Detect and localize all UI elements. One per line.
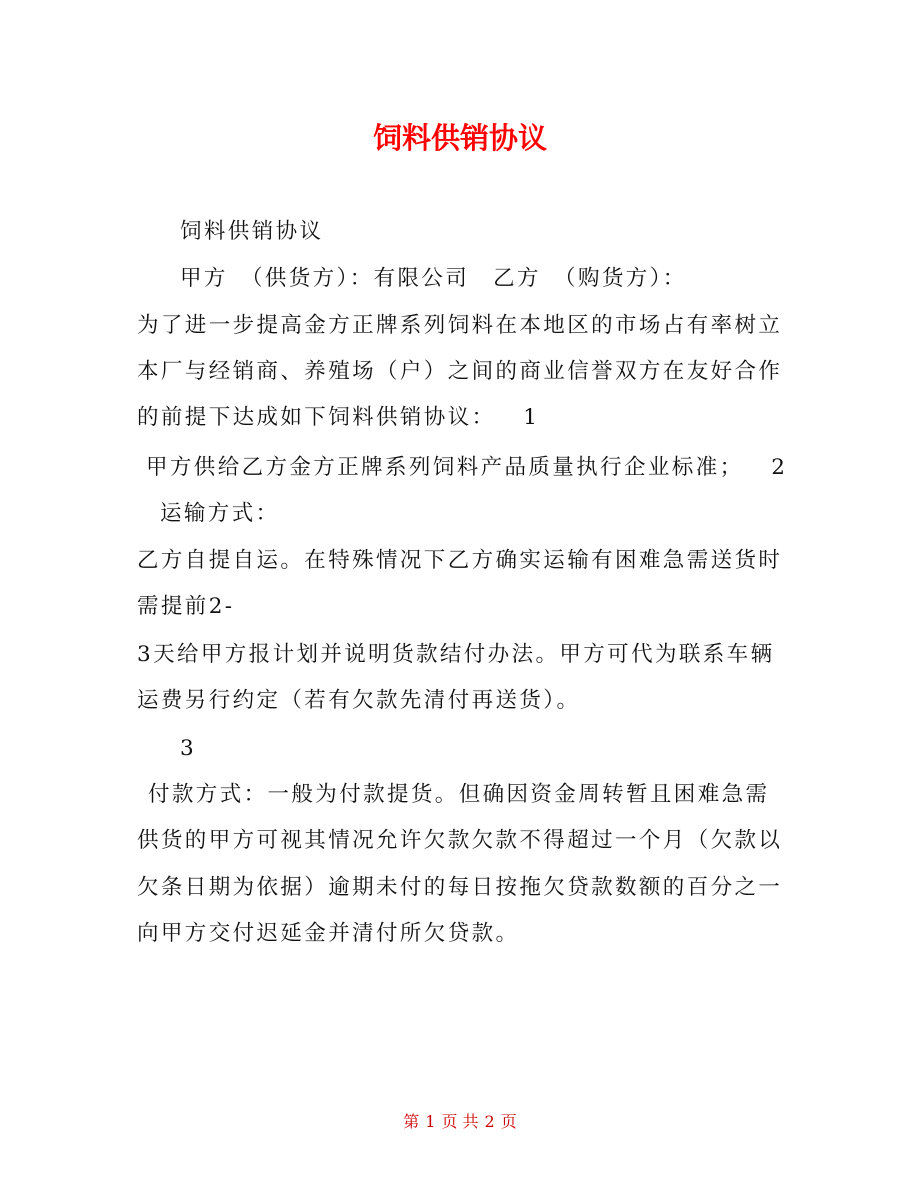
footer-total-pages: 2 <box>484 1112 495 1131</box>
body-line: 甲方 （供货方）：有限公司 乙方 （购货方）： <box>180 266 687 291</box>
body-line: 甲方供给乙方金方正牌系列饲料产品质量执行企业标准； 2 <box>146 455 788 480</box>
body-line: 本厂与经销商、养殖场（户）之间的商业信誉双方在友好合作 <box>137 359 783 384</box>
footer-mid: 页 共 <box>441 1112 479 1131</box>
body-line: 欠条日期为依据）逾期未付的每日按拖欠贷款数额的百分之一 <box>137 875 783 900</box>
body-line: 乙方自提自运。在特殊情况下乙方确实运输有困难急需送货时 <box>137 548 783 573</box>
document-title: 饲料供销协议 <box>372 121 547 155</box>
body-line: 的前提下达成如下饲料供销协议： 1 <box>137 405 540 430</box>
body-line: 为了进一步提高金方正牌系列饲料在本地区的市场占有率树立 <box>137 313 783 338</box>
body-line: 3 <box>180 736 197 761</box>
body-line: 向甲方交付迟延金并清付所欠贷款。 <box>137 921 520 946</box>
body-line: 饲料供销协议 <box>180 219 324 244</box>
page-footer <box>0 1110 920 1134</box>
body-line: 3天给甲方报计划并说明货款结付办法。甲方可代为联系车辆 <box>137 642 775 667</box>
footer-suffix: 页 <box>500 1112 517 1131</box>
body-line: 需提前2- <box>137 594 235 619</box>
footer-prefix: 第 <box>403 1112 420 1131</box>
body-line: 付款方式：一般为付款提货。但确因资金周转暂且困难急需 <box>148 782 770 807</box>
footer-current-page: 1 <box>425 1112 436 1131</box>
body-line: 运费另行约定（若有欠款先清付再送货）。 <box>137 688 581 713</box>
body-line: 运输方式： <box>160 501 280 526</box>
body-line: 供货的甲方可视其情况允许欠款欠款不得超过一个月（欠款以 <box>137 828 783 853</box>
